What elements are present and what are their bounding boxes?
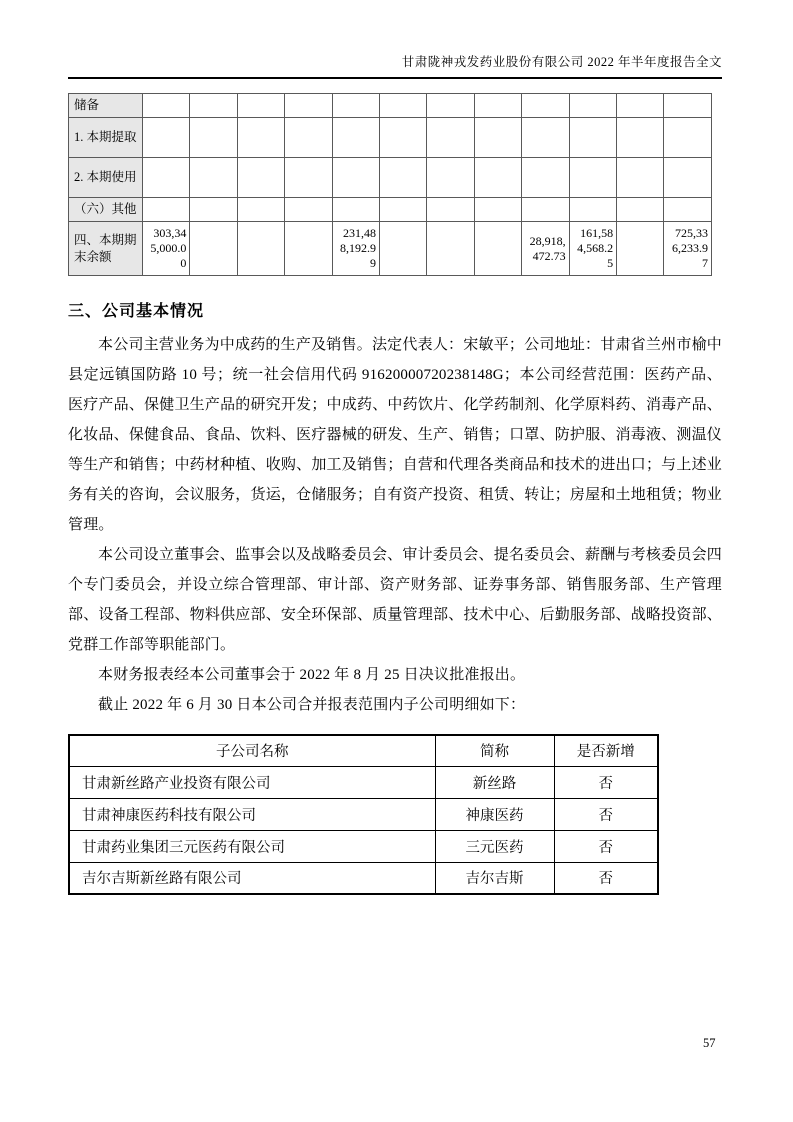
equity-row-label: 储备 (69, 94, 143, 118)
table-row (69, 798, 658, 830)
equity-cell (285, 158, 332, 198)
equity-cell (522, 198, 569, 222)
equity-cell (474, 94, 521, 118)
equity-cell (332, 118, 379, 158)
equity-cell (617, 118, 664, 158)
paragraph-subsidiaries-intro: 截止 2022 年 6 月 30 日本公司合并报表范围内子公司明细如下： (98, 697, 526, 713)
table-row (69, 766, 658, 798)
equity-row-label: 1. 本期提取 (69, 118, 143, 158)
header-is-new: 是否新增 (554, 735, 658, 766)
subsidiary-is-new: 否 (554, 798, 658, 830)
subsidiary-short-name: 神康医药 (435, 798, 554, 830)
equity-cell: 28,918,472.73 (522, 222, 569, 276)
equity-table-row (69, 94, 712, 118)
equity-cell (474, 222, 521, 276)
equity-row-label: 四、本期期末余额 (69, 222, 143, 276)
equity-cell (427, 198, 474, 222)
subsidiary-table (68, 734, 659, 895)
equity-cell (332, 158, 379, 198)
equity-cell (190, 158, 237, 198)
equity-cell (380, 118, 427, 158)
equity-cell (617, 158, 664, 198)
equity-cell (427, 158, 474, 198)
equity-cell (617, 94, 664, 118)
equity-cell (190, 222, 237, 276)
equity-cell (569, 198, 616, 222)
subsidiary-name: 甘肃新丝路产业投资有限公司 (69, 766, 435, 798)
equity-cell (522, 118, 569, 158)
equity-cell (474, 118, 521, 158)
paragraph-business-scope: 本公司主营业务为中成药的生产及销售。法定代表人：宋敏平；公司地址：甘肃省兰州市榆中县定远镇国防路 10 号；统一社会信用代码 91620000720238148G；本公司经营范围：医药产品、医疗产品、保健卫生产品的研究开发；中成药、中药饮片、化学药制剂、化学原料药、消毒产品、化妆品、保健食品、食品、饮料、医疗器械的研发、生产、销售；口罩、防护服、消毒液、测温仪等生产和销售；中药材种植、收购、加工及销售；自营和代理各类商品和技术的进出口；与上述业务有关的咨询，会议服务，货运，仓储服务；自有资产投资、租赁、转让；房屋和土地租赁；物业管理。 (68, 337, 722, 533)
equity-cell (569, 118, 616, 158)
equity-cell (143, 158, 190, 198)
equity-cell (143, 118, 190, 158)
table-header-row (69, 735, 658, 766)
equity-table-row (69, 158, 712, 198)
equity-cell (474, 158, 521, 198)
equity-cell (237, 94, 284, 118)
equity-cell (427, 94, 474, 118)
subsidiary-is-new: 否 (554, 766, 658, 798)
subsidiary-is-new: 否 (554, 830, 658, 862)
equity-cell (285, 222, 332, 276)
table-row (69, 862, 658, 894)
equity-table-body (69, 94, 712, 276)
equity-cell (380, 158, 427, 198)
page-number: 57 (703, 1036, 716, 1050)
paragraph-governance: 本公司设立董事会、监事会以及战略委员会、审计委员会、提名委员会、薪酬与考核委员会四个专门委员会，并设立综合管理部、审计部、资产财务部、证券事务部、销售服务部、生产管理部、设备工程部、物料供应部、安全环保部、质量管理部、技术中心、后勤服务部、战略投资部、党群工作部等职能部门。 (68, 547, 722, 653)
equity-table-row (69, 222, 712, 276)
equity-cell (332, 94, 379, 118)
equity-row-label: 2. 本期使用 (69, 158, 143, 198)
equity-row-label: （六）其他 (69, 198, 143, 222)
subsidiary-name: 吉尔吉斯新丝路有限公司 (69, 862, 435, 894)
equity-cell: 231,488,192.99 (332, 222, 379, 276)
equity-table-row (69, 118, 712, 158)
equity-cell (237, 198, 284, 222)
equity-cell (380, 94, 427, 118)
equity-cell (522, 158, 569, 198)
subsidiary-short-name: 吉尔吉斯 (435, 862, 554, 894)
section-heading: 三、公司基本情况 (68, 303, 205, 320)
equity-cell (474, 198, 521, 222)
equity-cell (664, 158, 712, 198)
equity-table-row (69, 198, 712, 222)
equity-cell (664, 94, 712, 118)
header-short-name: 简称 (435, 735, 554, 766)
equity-cell (380, 222, 427, 276)
equity-cell (285, 198, 332, 222)
equity-cell (427, 222, 474, 276)
equity-cell (285, 118, 332, 158)
equity-cell (143, 198, 190, 222)
subsidiary-name: 甘肃神康医药科技有限公司 (69, 798, 435, 830)
table-row (69, 830, 658, 862)
page-content (68, 0, 722, 895)
subsidiary-table-body (69, 766, 658, 894)
equity-cell (190, 198, 237, 222)
subsidiary-table-header (69, 735, 658, 766)
equity-cell (143, 94, 190, 118)
equity-cell (237, 118, 284, 158)
paragraph-approval: 本财务报表经本公司董事会于 2022 年 8 月 25 日决议批准报出。 (98, 667, 526, 683)
equity-cell (427, 118, 474, 158)
equity-cell (617, 198, 664, 222)
equity-cell (380, 198, 427, 222)
equity-cell: 303,345,000.00 (143, 222, 190, 276)
equity-cell (190, 94, 237, 118)
equity-cell (190, 118, 237, 158)
subsidiary-name: 甘肃药业集团三元医药有限公司 (69, 830, 435, 862)
subsidiary-short-name: 三元医药 (435, 830, 554, 862)
equity-cell (237, 158, 284, 198)
header-subsidiary-name: 子公司名称 (69, 735, 435, 766)
equity-continuation-table (68, 93, 712, 276)
equity-cell (569, 158, 616, 198)
equity-cell: 725,336,233.97 (664, 222, 712, 276)
equity-cell (285, 94, 332, 118)
report-header-title: 甘肃陇神戎发药业股份有限公司 2022 年半年度报告全文 (68, 52, 722, 79)
equity-cell (522, 94, 569, 118)
subsidiary-is-new: 否 (554, 862, 658, 894)
subsidiary-short-name: 新丝路 (435, 766, 554, 798)
equity-cell (332, 198, 379, 222)
equity-cell (237, 222, 284, 276)
equity-cell (664, 198, 712, 222)
equity-cell (617, 222, 664, 276)
equity-cell (664, 118, 712, 158)
equity-cell: 161,584,568.25 (569, 222, 616, 276)
equity-cell (569, 94, 616, 118)
